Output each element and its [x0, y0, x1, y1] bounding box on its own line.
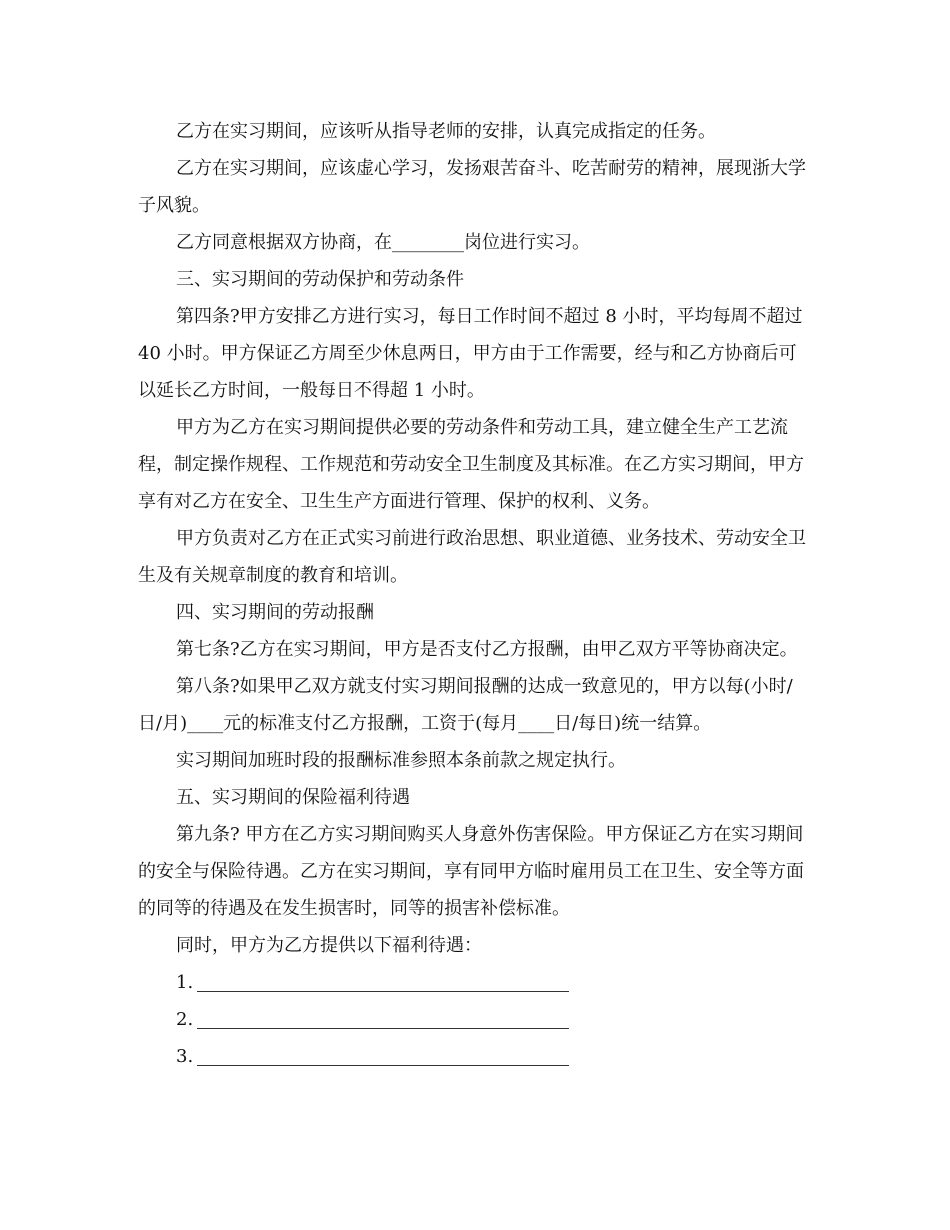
paragraph-article-7: 第七条?乙方在实习期间，甲方是否支付乙方报酬，由甲乙双方平等协商决定。: [176, 639, 798, 660]
blank-item-number: 3.: [176, 1046, 194, 1067]
paragraph-humble-learning: 乙方在实习期间，应该虚心学习，发扬艰苦奋斗、吃苦耐劳的精神，展现浙大学子风貌。: [138, 158, 806, 216]
blank-fill-line: [197, 990, 569, 992]
paragraph-article-4: 第四条?甲方安排乙方进行实习，每日工作时间不超过 8 小时，平均每周不超过 40 小时。甲方保证乙方周至少休息两日，甲方由于工作需要，经与和乙方协商后可以延长乙方时间，一般每日不得超 1 小时。: [138, 306, 809, 401]
welfare-blank-item: [138, 1001, 813, 1038]
blank-item-number: 1.: [176, 972, 194, 993]
paragraph-working-conditions: 甲方为乙方在实习期间提供必要的劳动条件和劳动工具，建立健全生产工艺流程，制定操作规程、工作规范和劳动安全卫生制度及其标准。在乙方实习期间，甲方享有对乙方在安全、卫生生产方面进行管理、保护的权利、义务。: [138, 417, 804, 512]
paragraph-overtime: 实习期间加班时段的报酬标准参照本条前款之规定执行。: [176, 750, 626, 771]
section-heading-labor-protection: 三、实习期间的劳动保护和劳动条件: [176, 269, 464, 290]
blank-fill-line: [197, 1064, 569, 1066]
paragraph-position-agreement: 乙方同意根据双方协商，在________岗位进行实习。: [176, 232, 590, 253]
welfare-blank-item: [138, 1038, 813, 1075]
blank-fill-line: [197, 1027, 569, 1029]
welfare-blank-item: [138, 964, 813, 1001]
paragraph-article-8: 第八条?如果甲乙双方就支付实习期间报酬的达成一致意见的，甲方以每(小时/日/月)____元的标准支付乙方报酬，工资于(每月____日/每日)统一结算。: [138, 676, 793, 734]
blank-item-number: 2.: [176, 1009, 194, 1030]
paragraph-instructor-arrangement: 乙方在实习期间，应该听从指导老师的安排，认真完成指定的任务。: [176, 121, 716, 142]
section-heading-remuneration: 四、实习期间的劳动报酬: [176, 602, 374, 623]
document-body: [138, 113, 813, 1075]
paragraph-training: 甲方负责对乙方在正式实习前进行政治思想、职业道德、业务技术、劳动安全卫生及有关规章制度的教育和培训。: [138, 528, 806, 586]
paragraph-article-9: 第九条? 甲方在乙方实习期间购买人身意外伤害保险。甲方保证乙方在实习期间的安全与保险待遇。乙方在实习期间，享有同甲方临时雇用员工在卫生、安全等方面的同等的待遇及在发生损害时，同等的损害补偿标准。: [138, 824, 804, 919]
paragraph-welfare-intro: 同时，甲方为乙方提供以下福利待遇：: [176, 935, 482, 956]
section-heading-insurance: 五、实习期间的保险福利待遇: [176, 787, 410, 808]
